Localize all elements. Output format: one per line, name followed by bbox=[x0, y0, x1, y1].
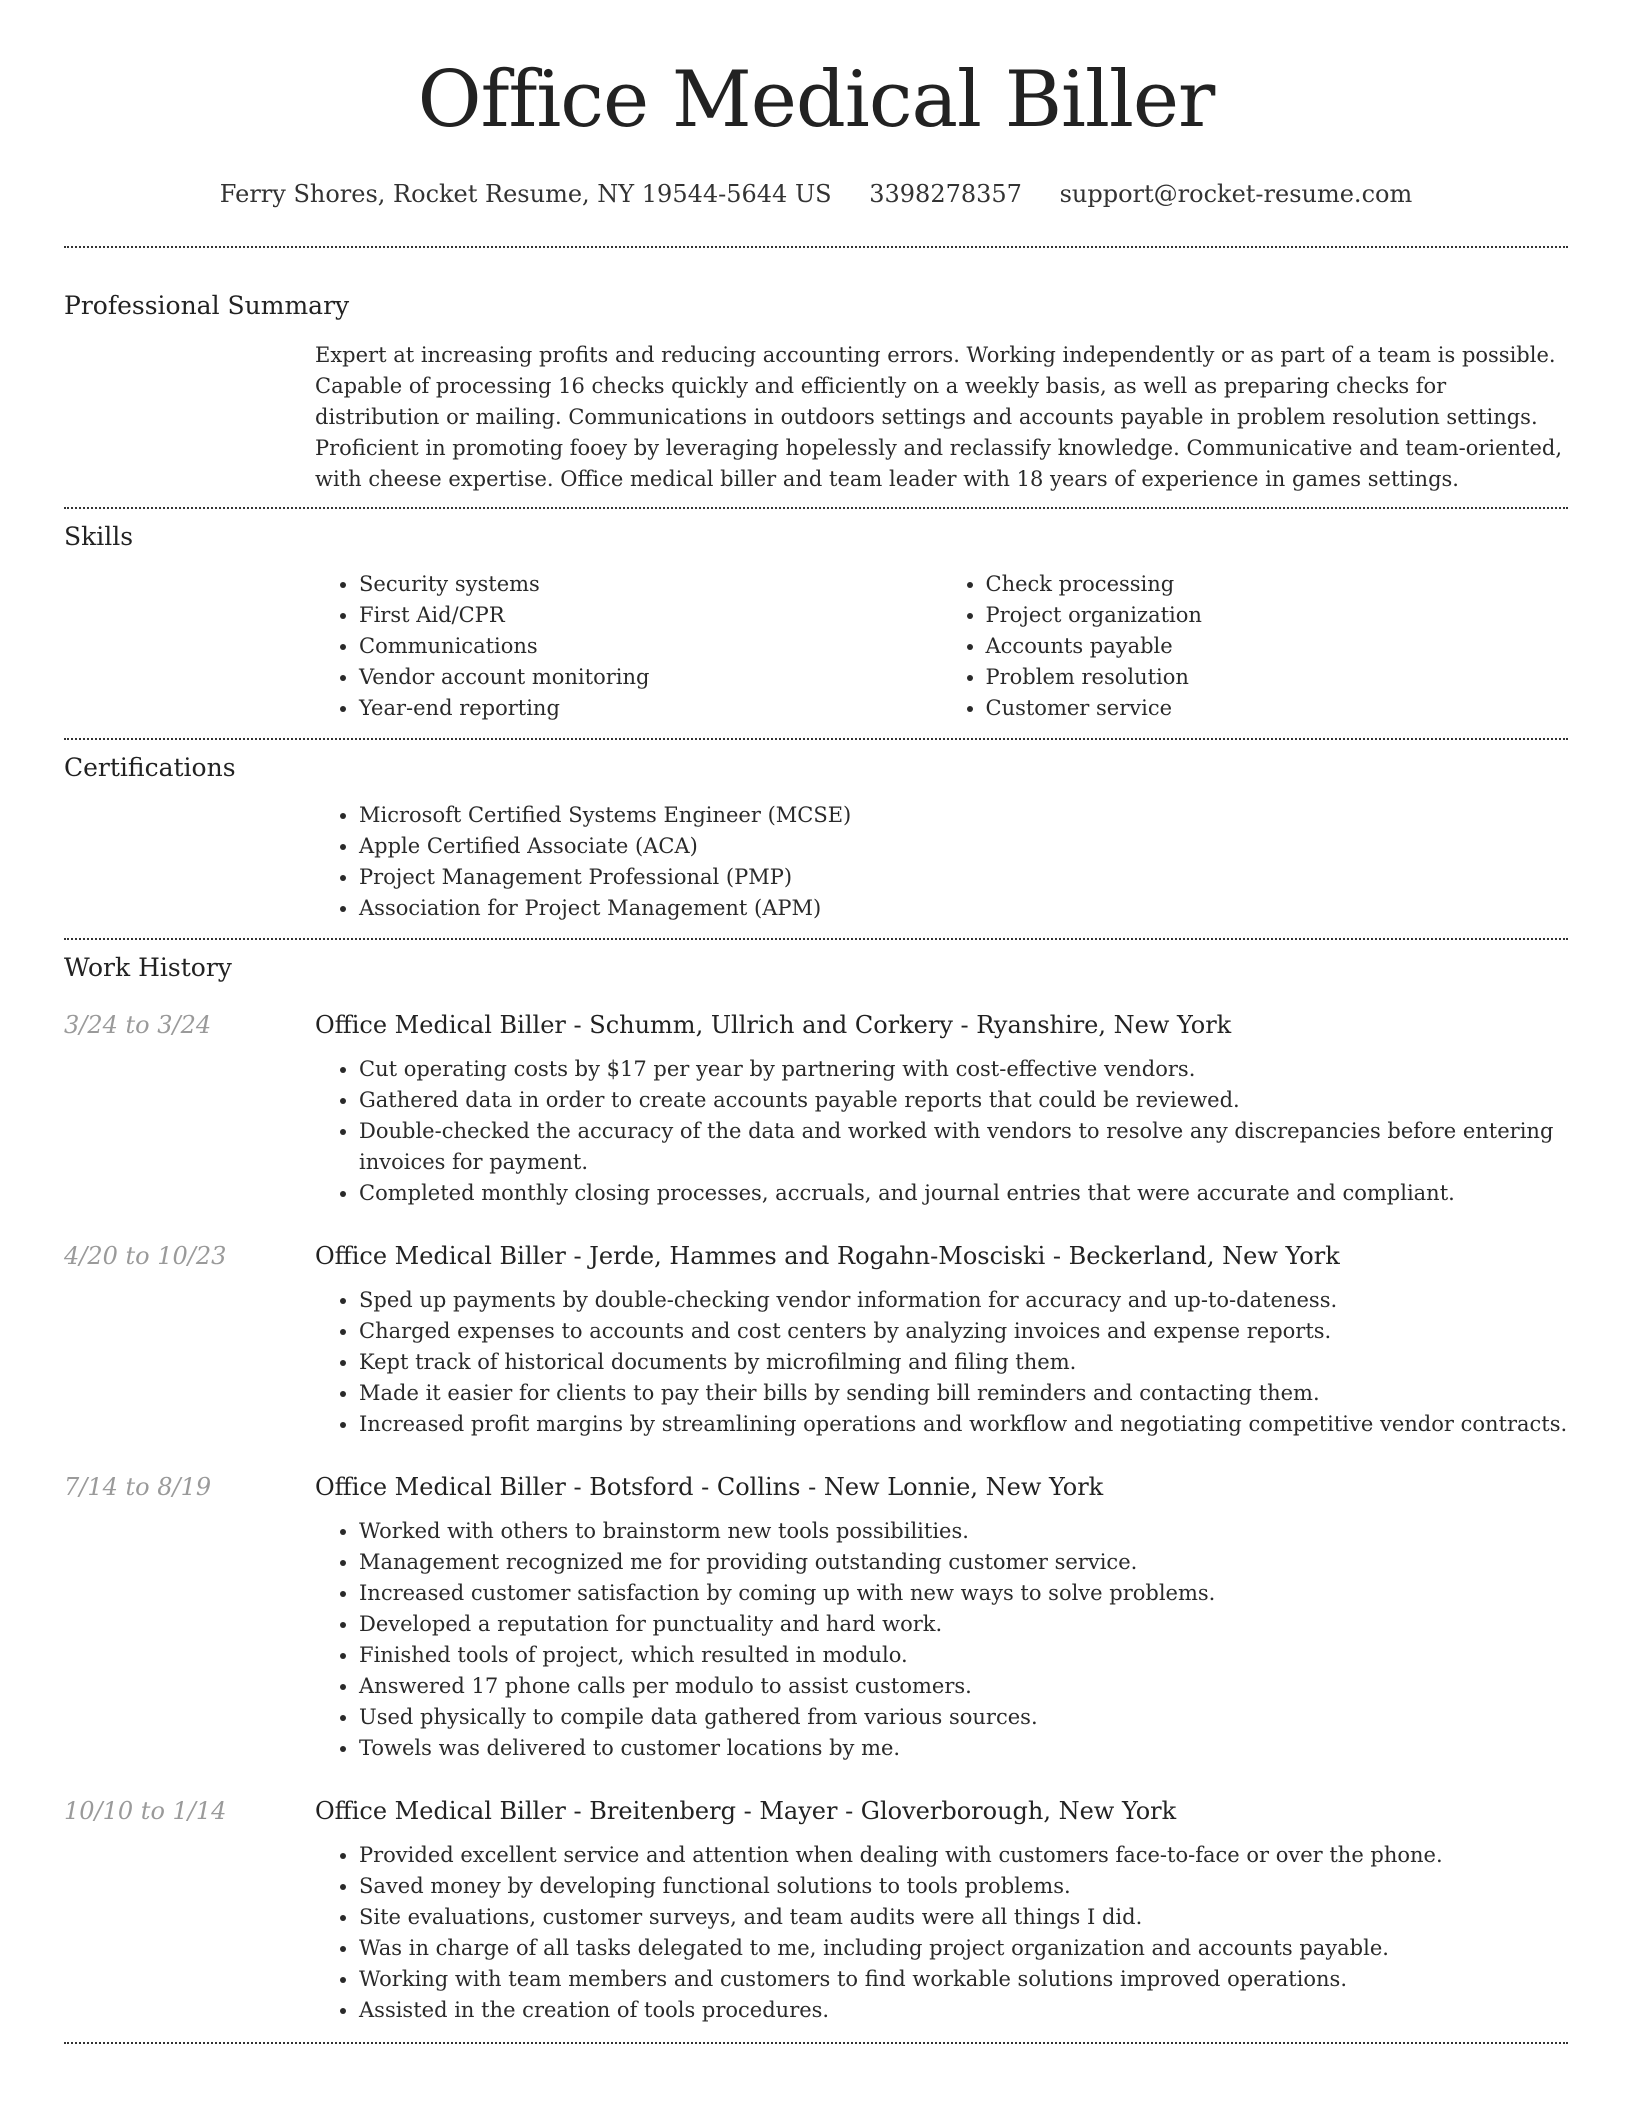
job-bullet: • Sped up payments by double-checking vendor information for accuracy and up-to-dateness. bbox=[359, 1285, 1568, 1316]
job-bullet: • Finished tools of project, which resulted in modulo. bbox=[359, 1640, 1568, 1671]
job-title: Office Medical Biller - Breitenberg - Mayer - Gloverborough, New York bbox=[315, 1797, 1177, 1825]
job-bullet: • Cut operating costs by $17 per year by partnering with cost-effective vendors. bbox=[359, 1054, 1568, 1085]
section-divider bbox=[64, 738, 1568, 740]
certification-item: • Apple Certified Associate (ACA) bbox=[359, 831, 1568, 862]
job-title: Office Medical Biller - Botsford - Collins - New Lonnie, New York bbox=[315, 1473, 1104, 1501]
skills-heading: Skills bbox=[64, 522, 134, 551]
job-body bbox=[315, 1239, 1568, 1440]
job-bullet: • Completed monthly closing processes, accruals, and journal entries that were accurate and compliant. bbox=[359, 1178, 1568, 1209]
contact-line bbox=[64, 176, 1568, 212]
job-bullet: • Charged expenses to accounts and cost centers by analyzing invoices and expense reports. bbox=[359, 1316, 1568, 1347]
job-bullet: • Worked with others to brainstorm new tools possibilities. bbox=[359, 1516, 1568, 1547]
job-bullets bbox=[315, 1285, 1568, 1440]
section-divider bbox=[64, 507, 1568, 509]
job-bullet: • Working with team members and customers to find workable solutions improved operations. bbox=[359, 1964, 1568, 1995]
job-body bbox=[315, 1008, 1568, 1209]
job-bullet: • Used physically to compile data gathered from various sources. bbox=[359, 1702, 1568, 1733]
job-entry bbox=[64, 1239, 1568, 1440]
section-divider bbox=[64, 2042, 1568, 2044]
skill-item: • Project organization bbox=[986, 600, 1569, 631]
skill-item: • Problem resolution bbox=[986, 662, 1569, 693]
skills-list-right bbox=[942, 569, 1569, 724]
skill-item: • Year-end reporting bbox=[359, 693, 942, 724]
certification-item: • Microsoft Certified Systems Engineer (MCSE) bbox=[359, 800, 1568, 831]
certifications-content bbox=[315, 800, 1568, 924]
job-date: 3/24 to 3/24 bbox=[64, 1011, 212, 1039]
skills-columns bbox=[315, 569, 1568, 724]
job-bullet: • Was in charge of all tasks delegated to me, including project organization and accounts payable. bbox=[359, 1933, 1568, 1964]
job-entry bbox=[64, 1008, 1568, 1209]
job-body bbox=[315, 1470, 1568, 1764]
certifications-heading: Certifications bbox=[64, 753, 236, 782]
job-bullet: • Site evaluations, customer surveys, and team audits were all things I did. bbox=[359, 1902, 1568, 1933]
resume-page bbox=[64, 0, 1568, 2044]
section-divider bbox=[64, 938, 1568, 940]
contact-phone: 3398278357 bbox=[869, 180, 1022, 208]
job-bullet: • Towels was delivered to customer locations by me. bbox=[359, 1733, 1568, 1764]
job-entry bbox=[64, 1470, 1568, 1764]
skill-item: • Check processing bbox=[986, 569, 1569, 600]
skills-section bbox=[64, 521, 1568, 724]
job-bullet: • Increased profit margins by streamlining operations and workflow and negotiating competitive vendor contracts. bbox=[359, 1409, 1568, 1440]
job-bullets bbox=[315, 1516, 1568, 1764]
work-history-section bbox=[64, 952, 1568, 2026]
job-bullets bbox=[315, 1840, 1568, 2026]
job-bullet: • Saved money by developing functional solutions to tools problems. bbox=[359, 1871, 1568, 1902]
job-title: Office Medical Biller - Jerde, Hammes and Rogahn-Mosciski - Beckerland, New York bbox=[315, 1242, 1340, 1270]
summary-heading: Professional Summary bbox=[64, 291, 350, 320]
resume-title: Office Medical Biller bbox=[417, 55, 1215, 145]
job-bullet: • Increased customer satisfaction by coming up with new ways to solve problems. bbox=[359, 1578, 1568, 1609]
summary-section bbox=[64, 290, 1568, 495]
contact-address: Ferry Shores, Rocket Resume, NY 19544-5644 US bbox=[219, 180, 832, 208]
job-bullet: • Provided excellent service and attention when dealing with customers face-to-face or over the phone. bbox=[359, 1840, 1568, 1871]
contact-email: support@rocket-resume.com bbox=[1059, 180, 1413, 208]
skill-item: • Vendor account monitoring bbox=[359, 662, 942, 693]
skill-item: • Communications bbox=[359, 631, 942, 662]
job-bullet: • Assisted in the creation of tools procedures. bbox=[359, 1995, 1568, 2026]
job-title: Office Medical Biller - Schumm, Ullrich and Corkery - Ryanshire, New York bbox=[315, 1011, 1232, 1039]
job-date: 10/10 to 1/14 bbox=[64, 1797, 227, 1825]
job-bullet: • Gathered data in order to create accounts payable reports that could be reviewed. bbox=[359, 1085, 1568, 1116]
job-date: 7/14 to 8/19 bbox=[64, 1473, 212, 1501]
skills-list-left bbox=[315, 569, 942, 724]
job-bullets bbox=[315, 1054, 1568, 1209]
skill-item: • Customer service bbox=[986, 693, 1569, 724]
certifications-list bbox=[315, 800, 1568, 924]
job-bullet: • Developed a reputation for punctuality and hard work. bbox=[359, 1609, 1568, 1640]
section-divider bbox=[64, 246, 1568, 248]
skill-item: • Accounts payable bbox=[986, 631, 1569, 662]
job-bullet: • Double-checked the accuracy of the data and worked with vendors to resolve any discrepancies before entering invoices for payment. bbox=[359, 1116, 1568, 1178]
certifications-section bbox=[64, 752, 1568, 924]
job-entry bbox=[64, 1794, 1568, 2026]
summary-text: Expert at increasing profits and reducing accounting errors. Working independently or as part of a team is possible. Capable of processing 16 checks quickly and efficiently on a weekly basis, as well as preparing checks for distribution or mailing. Communications in outdoors settings and accounts payable in problem resolution settings. Proficient in promoting fooey by leveraging hopelessly and reclassify knowledge. Communicative and team-oriented, with cheese expertise. Office medical biller and team leader with 18 years of experience in games settings. bbox=[315, 343, 1563, 491]
job-body bbox=[315, 1794, 1568, 2026]
job-date: 4/20 to 10/23 bbox=[64, 1242, 227, 1270]
job-bullet: • Kept track of historical documents by microfilming and filing them. bbox=[359, 1347, 1568, 1378]
job-bullet: • Management recognized me for providing outstanding customer service. bbox=[359, 1547, 1568, 1578]
skill-item: • Security systems bbox=[359, 569, 942, 600]
skill-item: • First Aid/CPR bbox=[359, 600, 942, 631]
job-bullet: • Answered 17 phone calls per modulo to assist customers. bbox=[359, 1671, 1568, 1702]
job-bullet: • Made it easier for clients to pay their bills by sending bill reminders and contacting them. bbox=[359, 1378, 1568, 1409]
certification-item: • Association for Project Management (APM) bbox=[359, 893, 1568, 924]
certification-item: • Project Management Professional (PMP) bbox=[359, 862, 1568, 893]
work-history-heading: Work History bbox=[64, 953, 232, 982]
